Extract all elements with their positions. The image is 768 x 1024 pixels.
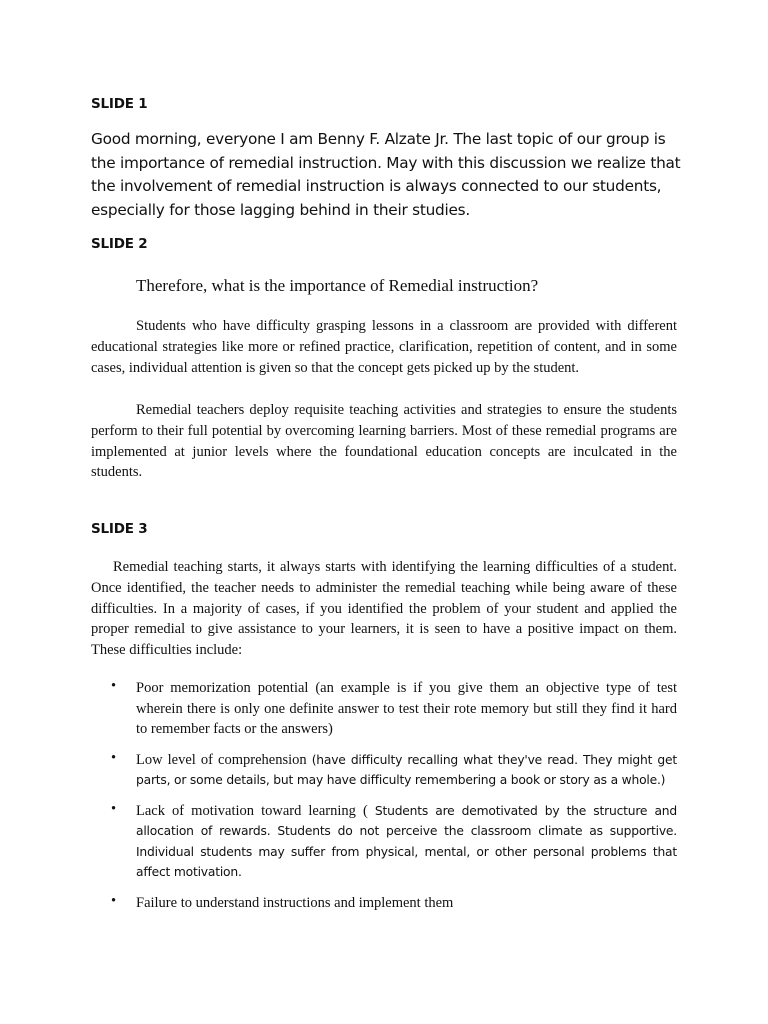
list-item xyxy=(91,678,677,740)
slide-2-paragraph-2: Remedial teachers deploy requisite teaching activities and strategies to ensure the students perform to their full potential by overcoming learning barriers. Most of these remedial programs are implemented at junior levels where the foundational education concepts are inculcated in the students. xyxy=(91,402,677,481)
list-item xyxy=(91,801,677,883)
list-item-text: Low level of comprehension xyxy=(136,751,312,768)
slide-3-paragraph: Remedial teaching starts, it always starts with identifying the learning difficulties of a student. Once identified, the teacher needs to administer the remedial teaching while being aware of these difficulties. In a majority of cases, if you identified the problem of your student and applied the proper remedial to give assistance to your learners, it is seen to have a positive impact on them. These difficulties include: xyxy=(91,559,677,659)
slide-1-intro-text: Good morning, everyone I am Benny F. Alzate Jr. The last topic of our group is the importance of remedial instruction. May with this discussion we realize that the involvement of remedial instruction is always connected to our students, especially for those lagging behind in their studies. xyxy=(91,130,681,219)
list-item-text: Poor memorization potential (an example is if you give them an objective type of test wherein there is only one definite answer to test their rote memory but still they find it hard to remember facts or the answers) xyxy=(136,680,677,737)
list-item-text: Failure to understand instructions and implement them xyxy=(136,894,454,911)
slide-2-heading: SLIDE 2 xyxy=(91,236,148,252)
slide-2-paragraph-1: Students who have difficulty grasping lessons in a classroom are provided with different educational strategies like more or refined practice, clarification, repetition of content, and in some cases, individual attention is given so that the concept gets picked up by the student. xyxy=(91,318,677,376)
list-item xyxy=(91,750,677,791)
bullet-icon: • xyxy=(111,800,117,817)
slide-3-heading: SLIDE 3 xyxy=(91,521,148,537)
bullet-icon: • xyxy=(111,678,117,694)
list-item-text: Lack of motivation toward learning ( xyxy=(136,802,375,819)
list-item xyxy=(91,893,677,914)
slide-2-question: Therefore, what is the importance of Remedial instruction? xyxy=(136,276,539,295)
list-item-detail: Students are demotivated by the structure and allocation of rewards. Students do not perceive the classroom climate as supportive. Individual students may suffer from physical, mental, or other personal problems that affect motivation. xyxy=(136,803,677,879)
bullet-icon: • xyxy=(111,749,117,766)
slide-1-heading: SLIDE 1 xyxy=(91,96,148,112)
difficulties-list xyxy=(91,678,677,923)
list-item-detail: (have difficulty recalling what they've read. They might get parts, or some details, but may have difficulty remembering a book or story as a whole.) xyxy=(136,752,678,787)
bullet-icon: • xyxy=(111,892,117,909)
